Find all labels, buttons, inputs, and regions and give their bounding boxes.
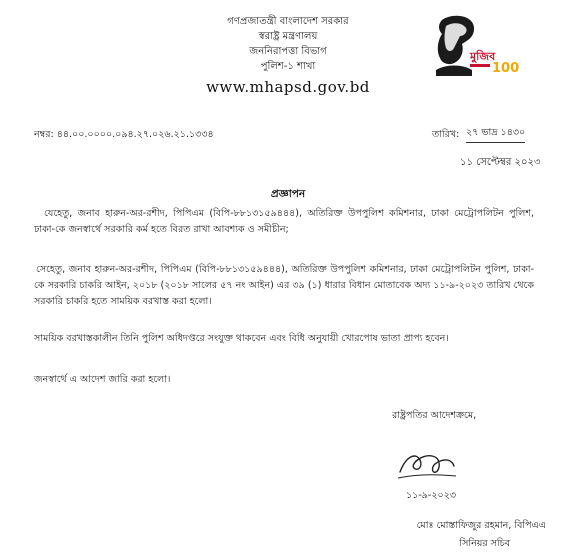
by-order-of-president: রাষ্ট্রপতির আদেশক্রমে, [392, 410, 477, 421]
date-label: তারিখ: [432, 129, 460, 140]
memo-number: নম্বর: ৪৪.০০.০০০০.০৯৪.২৭.০২৬.২১.১৩৩৪ [34, 129, 214, 140]
paragraph-suspension-terms: সাময়িক বরখাস্তকালীন তিনি পুলিশ অধিদপ্তরে সংযুক্ত থাকবেন এবং বিধি অনুযায়ী খোরপোষ ভাতা প্রাপ্য হবেন। [34, 333, 449, 344]
division-name: জননিরাপত্তা বিভাগ [249, 46, 327, 57]
branch-name: পুলিশ-১ শাখা [260, 61, 316, 72]
signer-name: মোঃ মোস্তাফিজুর রহমান, বিপিএএ [416, 520, 546, 531]
date-english: ১১ সেপ্টেম্বর ২০২৩ [460, 157, 541, 168]
paragraph-therefore: সেহেতু, জনাব হারুন-অর-রশীদ, পিপিএম (বিপি-৮৮১৩১৫৯৪৪৪), অতিরিক্ত উপপুলিশ কমিশনার, ঢাকা মেট্রোপলিটন পুলিশ, ঢাকা-কে সরকারি চাকরি আইন, ২০১৮ (২০১৮ সালের ৫৭ নং আইন) এর ৩৯ (১) ধারার বিধান মোতাবেক অদ্য ১১-৯-২০২৩ তারিখ থেকে সরকারি চাকরি হতে সাময়িক বরখাস্ত করা হলো। [34, 264, 534, 307]
paragraph-whereas: যেহেতু, জনাব হারুন-অর-রশীদ, পিপিএম (বিপি-৮৮১৩১৫৯৪৪৪), অতিরিক্ত উপপুলিশ কমিশনার, ঢাকা মেট্রোপলিটন পুলিশ, ঢাকা-কে জনস্বার্থে সরকারি কর্ম হতে বিরত রাখা আবশ্যক ও সমীচীন; [34, 208, 534, 235]
government-name: গণপ্রজাতন্ত্রী বাংলাদেশ সরকার [227, 16, 349, 27]
date-bangla: ২৭ ভাদ্র ১৪৩০ [466, 126, 525, 143]
paragraph-order-issued: জনস্বার্থে এ আদেশ জারি করা হলো। [34, 374, 171, 385]
signer-title: সিনিয়র সচিব [459, 538, 510, 549]
ministry-name: স্বরাষ্ট্র মন্ত্রণালয় [258, 31, 318, 42]
logo-wordmark: মুজিব [470, 50, 496, 63]
signature-icon [396, 446, 458, 482]
mujib-borsho-logo-icon [432, 14, 520, 76]
website-url: www.mhapsd.gov.bd [206, 78, 370, 96]
logo-number: 100 [492, 61, 520, 76]
document-title: প্রজ্ঞাপন [270, 188, 306, 200]
signature-date: ১১-৯-২০২৩ [406, 490, 457, 501]
